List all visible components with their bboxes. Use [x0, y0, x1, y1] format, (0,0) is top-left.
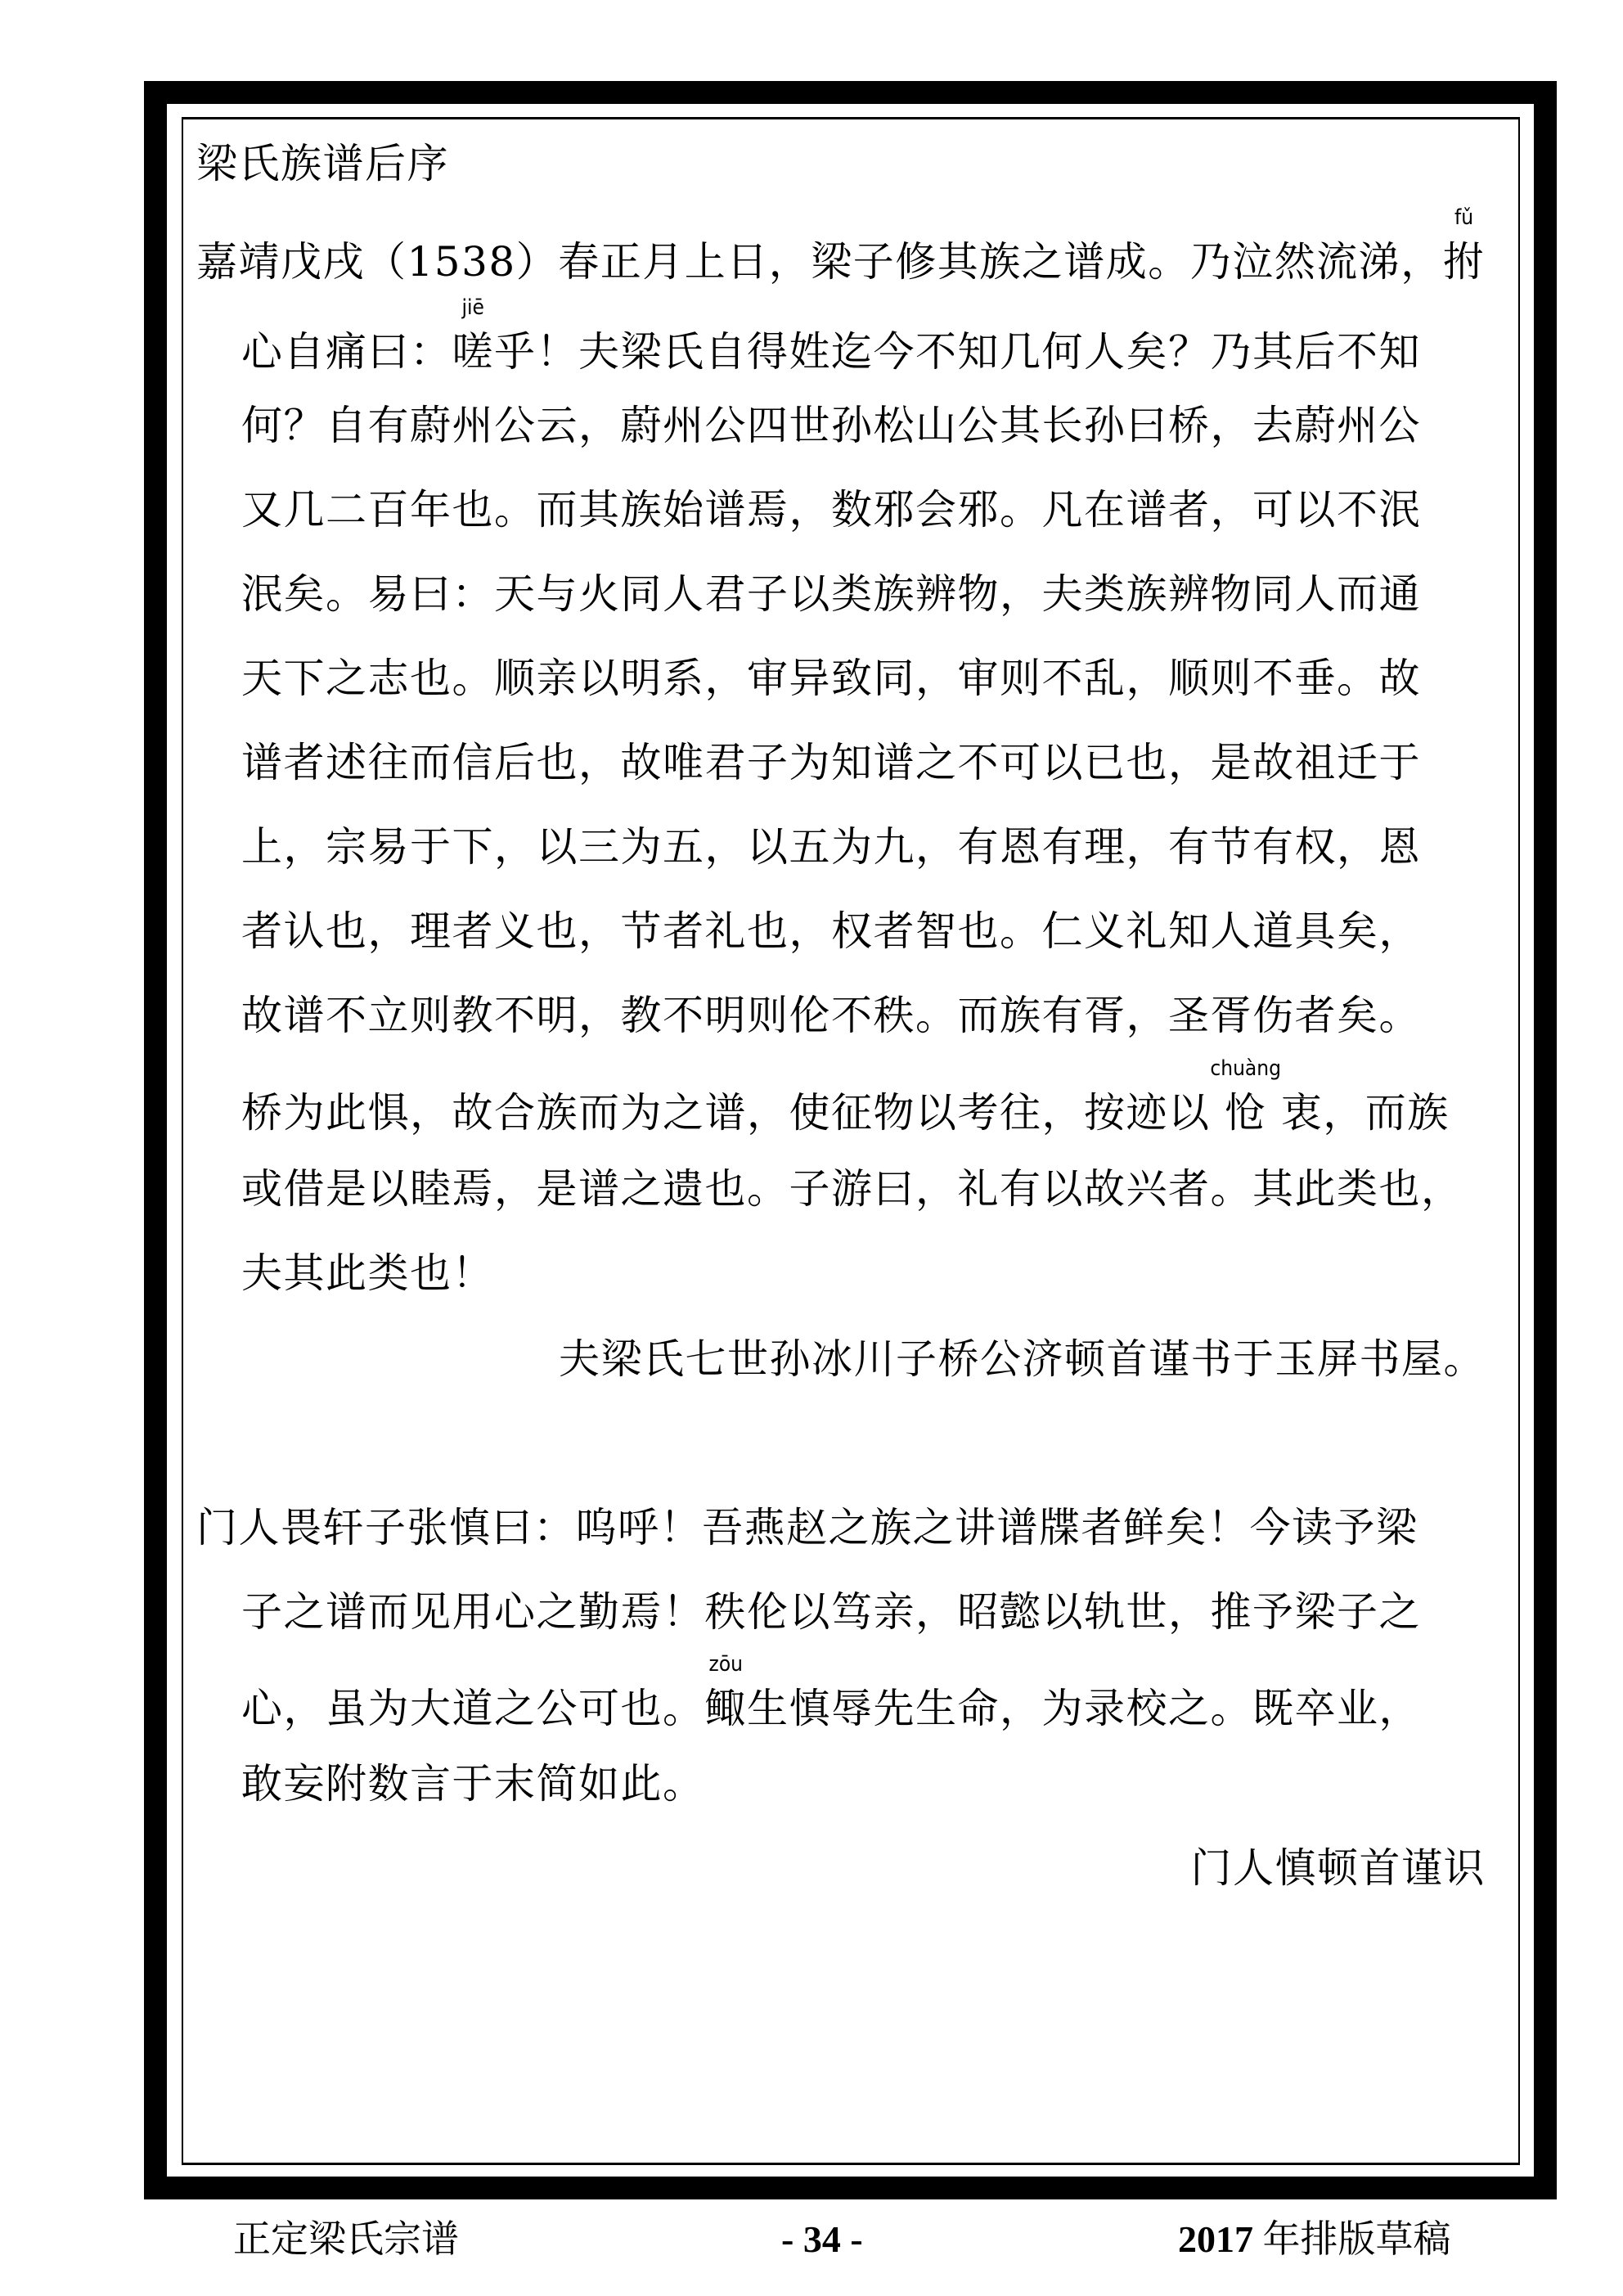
footer-page-number: - 34 - — [781, 2218, 863, 2260]
preface-line-2 — [241, 295, 1421, 376]
preface-line-13: 夫其此类也！ — [241, 1249, 494, 1297]
preface-line-10: 故谱不立则教不明，教不明则伦不秩。而族有胥，圣胥伤者矣。 — [241, 992, 1421, 1039]
ruby-annotation — [1442, 205, 1486, 286]
preface-line-11 — [241, 1056, 1450, 1137]
postscript-signature: 门人慎顿首谨识 — [1190, 1844, 1486, 1892]
preface-line-5: 泯矣。易曰：天与火同人君子以类族辨物，夫类族辨物同人而通 — [241, 570, 1421, 618]
ruby-annotation — [704, 1652, 748, 1732]
preface-line-9: 者认也，理者义也，节者礼也，权者智也。仁义礼知人道具矣， — [241, 907, 1421, 955]
postscript-line-1: 门人畏轩子张慎曰：呜呼！吾燕赵之族之讲谱牒者鲜矣！今读予梁 — [196, 1504, 1418, 1551]
preface-signature: 夫梁氏七世孙冰川子桥公济顿首谨书于玉屏书屋。 — [559, 1335, 1486, 1383]
pinyin-annotation: fǔ — [1454, 205, 1474, 230]
footer-draft-note — [1178, 2219, 1451, 2260]
postscript-line-3 — [241, 1652, 1421, 1732]
preface-line-1 — [196, 205, 1486, 286]
preface-line-7: 谱者述往而信后也，故唯君子为知谱之不可以已也，是故祖迁于 — [241, 739, 1421, 786]
annotated-char: 嗟 — [452, 328, 494, 376]
text-segment: 乎！夫梁氏自得姓迄今不知几何人矣？乃其后不知 — [494, 328, 1421, 376]
preface-line-3: 何？自有蔚州公云，蔚州公四世孙松山公其长孙曰桥，去蔚州公 — [241, 402, 1421, 449]
document-title: 梁氏族谱后序 — [196, 140, 449, 187]
text-segment: 生慎辱先生命，为录校之。既卒业， — [747, 1685, 1421, 1732]
preface-line-6: 天下之志也。顺亲以明系，审异致同，审则不乱，顺则不垂。故 — [241, 655, 1421, 702]
postscript-line-2: 子之谱而见用心之勤焉！秩伦以笃亲，昭懿以轨世，推予梁子之 — [241, 1588, 1421, 1636]
pinyin-annotation: zōu — [708, 1652, 743, 1677]
pinyin-annotation: jiē — [461, 295, 484, 320]
footer-draft-year: 2017 — [1178, 2218, 1253, 2260]
postscript-line-4: 敢妄附数言于末简如此。 — [241, 1760, 705, 1808]
footer-book-title: 正定梁氏宗谱 — [233, 2218, 459, 2260]
annotated-char: 鲰 — [704, 1685, 747, 1732]
text-segment: 心，虽为大道之公可也。 — [241, 1685, 705, 1732]
preface-line-12: 或借是以睦焉，是谱之遗也。子游曰，礼有以故兴者。其此类也， — [241, 1165, 1463, 1213]
text-segment: 桥为此惧，故合族而为之谱，使征物以考往，按迹以 — [241, 1089, 1225, 1137]
ruby-annotation — [452, 295, 495, 376]
text-segment: 衷，而族 — [1266, 1089, 1450, 1137]
text-segment: 心自痛曰： — [241, 328, 452, 376]
annotated-char: 怆 — [1224, 1089, 1267, 1137]
preface-line-8: 上，宗易于下，以三为五，以五为九，有恩有理，有节有权，恩 — [241, 823, 1421, 871]
annotated-char: 拊 — [1442, 238, 1486, 286]
text-segment: 嘉靖戊戌（1538）春正月上日，梁子修其族之谱成。乃泣然流涕， — [196, 238, 1443, 286]
ruby-annotation — [1210, 1056, 1281, 1137]
footer-draft-label: 年排版草稿 — [1262, 2218, 1451, 2260]
preface-line-4: 又几二百年也。而其族始谱焉，数邪会邪。凡在谱者，可以不泯 — [241, 486, 1421, 533]
pinyin-annotation: chuàng — [1210, 1056, 1281, 1081]
